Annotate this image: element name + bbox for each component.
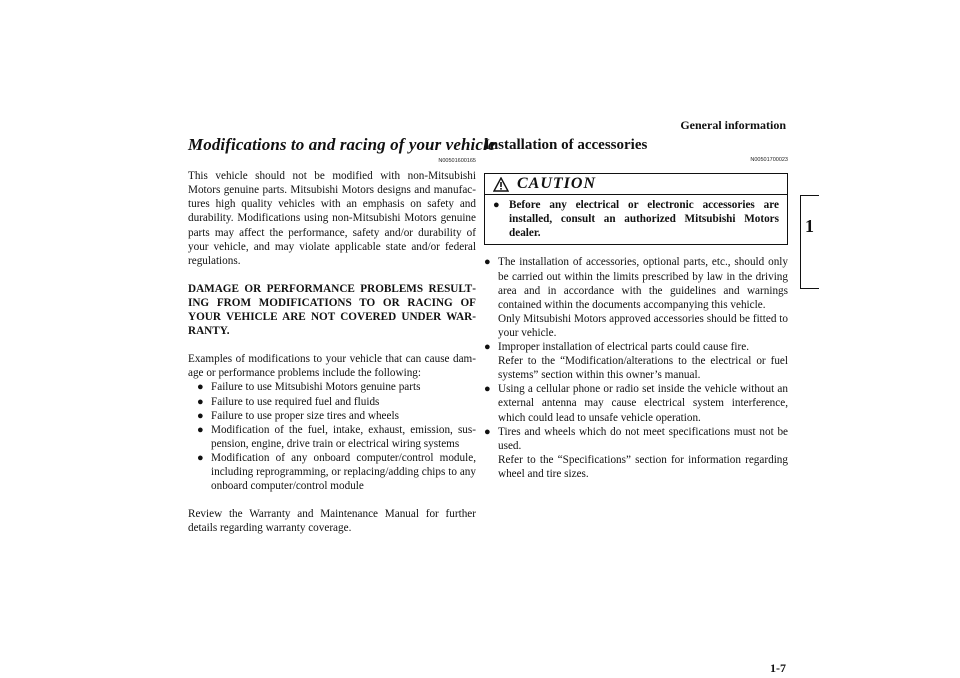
section-code: N00501600165 bbox=[438, 158, 476, 165]
warranty-warning: DAMAGE OR PERFORMANCE PROBLEMS RESULTING FROM MODIFICATIONS TO OR RACING OF YOUR VEHICLE ARE NOT COVERED UNDER WARRANTY. bbox=[188, 282, 476, 338]
list-item: ● Modification of the fuel, intake, exhaust, emission, suspension, engine, drive train or electrical wiring systems bbox=[197, 423, 476, 450]
chapter-tab bbox=[800, 195, 819, 289]
bullet-icon: ● bbox=[484, 383, 491, 396]
closing-paragraph: Review the Warranty and Maintenance Manual for further details regarding warranty coverage. bbox=[188, 508, 476, 535]
section-heading-modifications: Modifications to and racing of your vehicle bbox=[188, 135, 496, 154]
bullet-icon: ● bbox=[484, 425, 491, 438]
left-column bbox=[188, 135, 496, 549]
examples-intro: Examples of modifications to your vehicle that can cause damage or performance problems include the following: bbox=[188, 353, 476, 380]
bullet-icon: ● bbox=[197, 395, 204, 408]
bullet-icon: ● bbox=[484, 256, 491, 269]
caution-box bbox=[484, 173, 788, 245]
right-column bbox=[484, 138, 788, 495]
caution-list bbox=[485, 195, 787, 240]
section-heading-accessories: Installation of accessories bbox=[484, 137, 648, 153]
chapter-number: 1 bbox=[805, 216, 814, 236]
page-number: 1-7 bbox=[770, 661, 786, 675]
bullet-icon: ● bbox=[197, 423, 204, 436]
caution-header bbox=[485, 174, 787, 195]
header-title: General information bbox=[680, 118, 786, 132]
bullet-icon: ● bbox=[493, 199, 500, 212]
bullet-icon: ● bbox=[484, 341, 491, 354]
intro-paragraph: This vehicle should not be modified with non-Mitsubishi Motors genuine parts. Mitsubishi Motors designs and manufactures high quality vehicles with an emphasis on safety and durability. Modifications using non-Mitsubishi Motors genuine parts may affect the performance, safety and/or durability of your vehicle, and may violate applicable state and/or federal regulations. bbox=[188, 170, 476, 267]
list-item: ● Before any electrical or electronic accessories are installed, consult an authorized Mitsubishi Motors dealer. bbox=[493, 199, 779, 240]
bullet-icon: ● bbox=[197, 451, 204, 464]
list-item: ● Failure to use required fuel and fluids bbox=[197, 395, 380, 408]
accessories-list bbox=[484, 255, 788, 481]
list-item: ● The installation of accessories, optional parts, etc., should only be carried out within the limits prescribed by law in the driving area and in accordance with the guidelines and warnings contained within the documents accompanying this vehicle. Only Mitsubishi Motors approved accessories should be fitted to your vehicle. bbox=[484, 256, 788, 339]
list-item: ● Improper installation of electrical parts could cause fire. Refer to the “Modification/alterations to the electrical or fuel systems” section within this owner’s manual. bbox=[484, 341, 788, 382]
list-item: ● Failure to use Mitsubishi Motors genuine parts bbox=[197, 381, 421, 394]
list-item: ● Failure to use proper size tires and wheels bbox=[197, 409, 399, 422]
section-code: N00501700023 bbox=[750, 157, 788, 164]
caution-title: CAUTION bbox=[517, 175, 597, 193]
list-item: ● Tires and wheels which do not meet specifications must not be used. Refer to the “Specifications” section for information regarding wheel and tire sizes. bbox=[484, 425, 788, 480]
modifications-list bbox=[188, 380, 476, 493]
bullet-icon: ● bbox=[197, 409, 204, 422]
warning-triangle-icon bbox=[493, 177, 509, 192]
list-item: ● Using a cellular phone or radio set inside the vehicle without an external antenna may cause electrical system interference, which could lead to unsafe vehicle operation. bbox=[484, 383, 788, 424]
bullet-icon: ● bbox=[197, 381, 204, 394]
list-item: ● Modification of any onboard computer/control module, including reprogramming, or replacing/adding chips to any onboard computer/control module bbox=[197, 451, 476, 493]
